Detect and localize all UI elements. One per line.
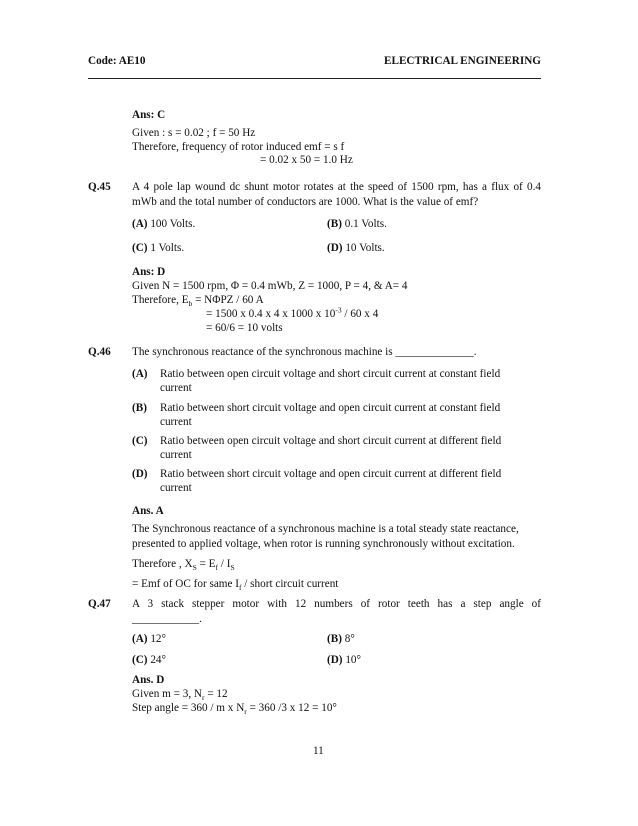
answer-label: Ans. D (132, 674, 165, 686)
option-text: 10 Volts. (342, 242, 385, 254)
option-text: current (160, 382, 192, 394)
prev-answer-label: Ans: C (132, 109, 166, 121)
option-d (327, 654, 361, 666)
question-text: The synchronous reactance of the synchronous machine is ______________. (132, 346, 477, 358)
option-label: (B) (327, 218, 342, 230)
prev-answer-line: = 0.02 x 50 = 1.0 Hz (260, 154, 353, 166)
option-text: current (160, 416, 192, 428)
option-text: Ratio between short circuit voltage and open circuit current at different field (160, 468, 502, 480)
option-text: 1 Volts. (147, 242, 185, 254)
answer-calc: = 1500 x 0.4 x 4 x 1000 x $10^{-3} / 60$ x 4 (206, 305, 379, 320)
option-b (327, 633, 355, 645)
option-label: (B) (132, 402, 147, 414)
answer-explanation: presented to applied voltage, when rotor is running synchronously without excitation. (132, 538, 515, 550)
option-text: 100 Volts. (147, 218, 196, 230)
option-label: (A) (132, 368, 148, 380)
answer-formula: Therefore, $E_b = N\Phi PZ / 60$ A (132, 294, 264, 309)
option-text: Ratio between open circuit voltage and short circuit current at constant field (160, 368, 501, 380)
subject-title: ELECTRICAL ENGINEERING (384, 55, 541, 67)
option-label: (B) (327, 633, 342, 645)
option-text: 10° (342, 654, 361, 666)
option-label: (D) (327, 242, 343, 254)
prev-answer-line: Given : s = 0.02 ; f = 50 Hz (132, 127, 256, 139)
option-a (132, 218, 195, 230)
option-d (327, 242, 385, 254)
question-text: A 3 stack stepper motor with 12 numbers of rotor teeth has a step angle of (132, 598, 541, 610)
option-label: (D) (327, 654, 343, 666)
option-label: (C) (132, 242, 148, 254)
question-text: mWb and the total number of conductors are 1000. What is the value of emf? (132, 196, 479, 208)
answer-label: Ans: D (132, 266, 166, 278)
option-text: Ratio between short circuit voltage and open circuit current at constant field (160, 402, 501, 414)
code-label: Code: AE10 (88, 55, 146, 67)
question-number: Q.45 (88, 181, 111, 193)
prev-answer-line: Therefore, frequency of rotor induced emf = s f (132, 141, 345, 153)
option-label: (A) (132, 633, 148, 645)
option-text: current (160, 482, 192, 494)
answer-calc: = 60/6 = 10 volts (206, 322, 283, 334)
question-number: Q.47 (88, 598, 111, 610)
page-number: 11 (313, 745, 324, 757)
option-label: (D) (132, 468, 148, 480)
option-c (132, 242, 184, 254)
answer-formula: Therefore , $X_S = E_f / I_S$ (132, 558, 235, 573)
option-text: current (160, 449, 192, 461)
question-number: Q.46 (88, 346, 111, 358)
option-text: 0.1 Volts. (341, 218, 387, 230)
option-label: (A) (132, 218, 148, 230)
option-text: Ratio between open circuit voltage and short circuit current at different field (160, 435, 502, 447)
option-label: (C) (132, 435, 148, 447)
answer-calc: Step angle = 360 / m x $N_r = 360$ /3 x 12 = 10° (132, 702, 337, 717)
answer-given: Given m = 3, $N_r = 12$ (132, 688, 228, 703)
answer-formula: = Emf of OC for same $I_f$ / short circuit current (132, 578, 339, 593)
option-a (132, 633, 166, 645)
option-text: 24° (147, 654, 166, 666)
answer-label: Ans. A (132, 505, 164, 517)
header-rule (88, 78, 541, 79)
answer-given: Given N = 1500 rpm, Φ = 0.4 mWb, Z = 1000, P = 4, & A= 4 (132, 280, 408, 292)
question-text: ____________. (132, 613, 202, 625)
option-b (327, 218, 387, 230)
option-text: 8° (341, 633, 355, 645)
answer-explanation: The Synchronous reactance of a synchronous machine is a total steady state reactance, (132, 523, 519, 535)
option-c (132, 654, 166, 666)
question-text: A 4 pole lap wound dc shunt motor rotates at the speed of 1500 rpm, has a flux of 0.4 (132, 181, 541, 193)
option-text: 12° (147, 633, 166, 645)
option-label: (C) (132, 654, 148, 666)
